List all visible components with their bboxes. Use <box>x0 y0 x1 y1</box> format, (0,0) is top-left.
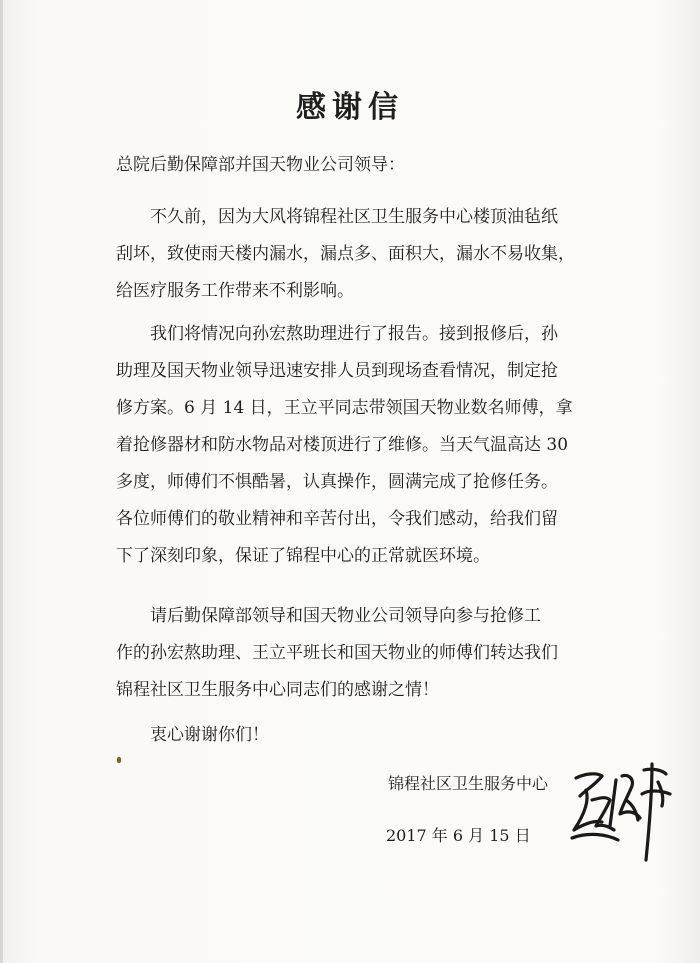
paragraph-3-line: 作的孙宏熬助理、王立平班长和国天物业的师傅们转达我们 <box>116 643 558 663</box>
paragraph-2-line: 我们将情况向孙宏熬助理进行了报告。接到报修后，孙 <box>150 324 558 344</box>
paragraph-2-line: 助理及国天物业领导迅速安排人员到现场查看情况，制定抢 <box>116 361 558 381</box>
paragraph-1 <box>116 199 606 310</box>
paragraph-2 <box>116 316 606 575</box>
paragraph-2-line: 修方案。6 月 14 日，王立平同志带领国天物业数名师傅，拿 <box>116 398 573 418</box>
letter-date: 2017 年 6 月 15 日 <box>386 826 531 845</box>
paragraph-3 <box>116 598 606 709</box>
handwritten-signature <box>566 760 676 880</box>
paragraph-3-line: 锦程社区卫生服务中心同志们的感谢之情！ <box>116 680 439 700</box>
paragraph-2-line: 着抢修器材和防水物品对楼顶进行了维修。当天气温高达 30 <box>116 435 569 455</box>
paragraph-3-line: 请后勤保障部领导和国天物业公司领导向参与抢修工 <box>150 606 541 626</box>
closing-line: 衷心谢谢你们！ <box>150 725 269 745</box>
paragraph-2-line: 下了深刻印象，保证了锦程中心的正常就医环境。 <box>116 546 490 566</box>
paragraph-1-line: 给医疗服务工作带来不利影响。 <box>116 281 354 301</box>
letter-title: 感谢信 <box>296 90 404 125</box>
paragraph-1-line: 不久前，因为大风将锦程社区卫生服务中心楼顶油毡纸 <box>150 207 558 227</box>
sender-organization: 锦程社区卫生服务中心 <box>388 774 549 793</box>
paragraph-2-line: 多度，师傅们不惧酷暑，认真操作，圆满完成了抢修任务。 <box>116 472 558 492</box>
salutation: 总院后勤保障部并国天物业公司领导： <box>116 155 405 175</box>
paragraph-1-line: 刮坏，致使雨天楼内漏水，漏点多、面积大，漏水不易收集， <box>116 244 575 264</box>
ink-speck <box>117 757 121 763</box>
paragraph-2-line: 各位师傅们的敬业精神和辛苦付出，令我们感动，给我们留 <box>116 509 558 529</box>
paper-edge <box>0 0 3 963</box>
